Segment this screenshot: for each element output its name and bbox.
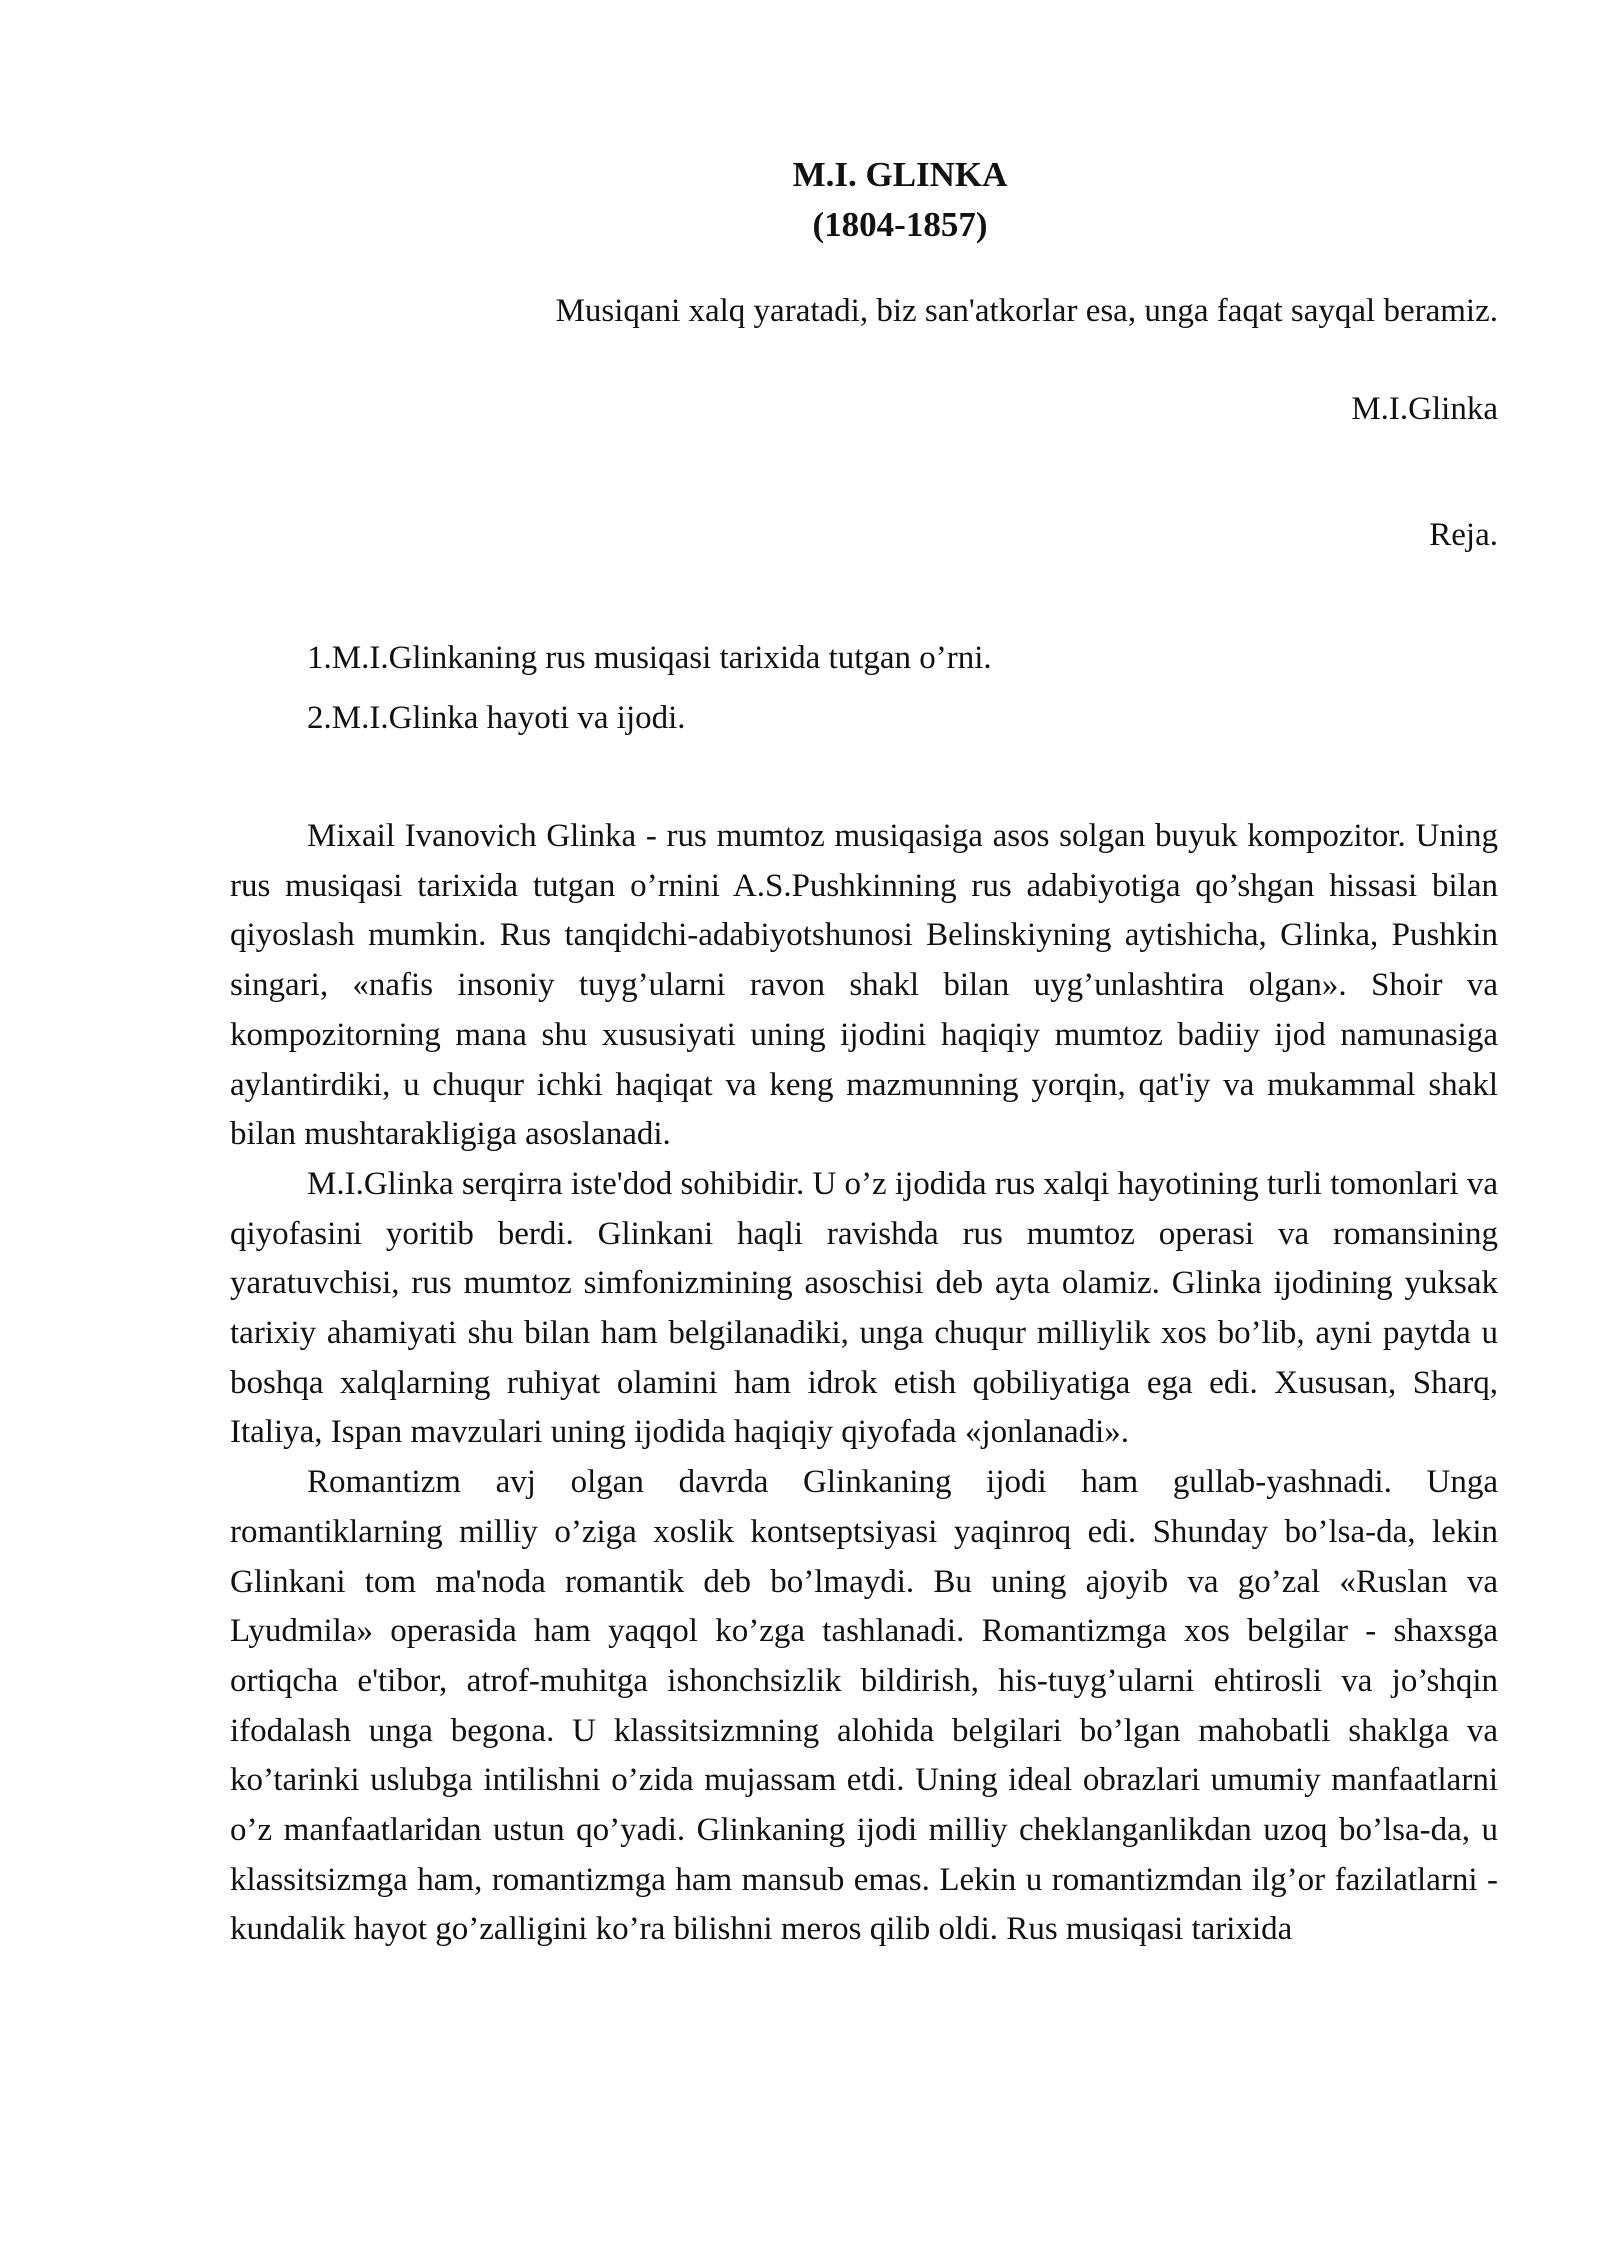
epigraph-quote: Musiqani xalq yaratadi, biz san'atkorlar esa, unga faqat sayqal beramiz. xyxy=(555,293,1498,329)
paragraph-1: Mixail Ivanovich Glinka - rus mumtoz musiqasiga asos solgan buyuk kompozitor. Uning rus musiqasi tarixida tutgan o’rnini A.S.Pushkinning rus adabiyotiga qo’shgan hissasi bilan qiyoslash mumkin. Rus tanqidchi-adabiyotshunosi Belinskiyning aytishicha, Glinka, Pushkin singari, «nafis insoniy tuyg’ularni ravon shakl bilan uyg’unlashtira olgan». Shoir va kompozitorning mana shu xususiyati uning ijodini haqiqiy mumtoz badiiy ijod namunasiga aylantirdiki, u chuqur ichki haqiqat va keng mazmunning yorqin, qat'iy va mukammal shakl bilan mushtarakligiga asoslanadi. xyxy=(230,818,1498,1153)
page-title: M.I. GLINKA xyxy=(792,155,1008,194)
body-text xyxy=(230,812,1498,1955)
plan-heading: Reja. xyxy=(1429,517,1498,553)
plan-item-1: 1.M.I.Glinkaning rus musiqasi tarixida tutgan o’rni. xyxy=(307,640,992,676)
plan-list xyxy=(307,633,1407,753)
title-years: (1804-1857) xyxy=(812,205,988,244)
epigraph-author: M.I.Glinka xyxy=(1351,391,1498,427)
paragraph-3: Romantizm avj olgan davrda Glinkaning ijodi ham gullab-yashnadi. Unga romantiklarning milliy o’ziga xoslik kontseptsiyasi yaqinroq edi. Shunday bo’lsa-da, lekin Glinkani tom ma'noda romantik deb bo’lmaydi. Bu uning ajoyib va go’zal «Ruslan va Lyudmila» operasida ham yaqqol ko’zga tashlanadi. Romantizmga xos belgilar - shaxsga ortiqcha e'tibor, atrof-muhitga ishonchsizlik bildirish, his-tuyg’ularni ehtirosli va jo’shqin ifodalash unga begona. U klassitsizmning alohida belgilari bo’lgan mahobatli shaklga va ko’tarinki uslubga intilishni o’zida mujassam etdi. Uning ideal obrazlari umumiy manfaatlarni o’z manfaatlaridan ustun qo’yadi. Glinkaning ijodi milliy cheklanganlikdan uzoq bo’lsa-da, u klassitsizmga ham, romantizmga ham mansub emas. Lekin u romantizmdan ilg’or fazilatlarni - kundalik hayot go’zalligini ko’ra bilishni meros qilib oldi. Rus musiqasi tarixida xyxy=(230,1464,1498,1948)
plan-item-2: 2.M.I.Glinka hayoti va ijodi. xyxy=(307,700,686,736)
paragraph-2: M.I.Glinka serqirra iste'dod sohibidir. U o’z ijodida rus xalqi hayotining turli tomonlari va qiyofasini yoritib berdi. Glinkani haqli ravishda rus mumtoz operasi va romansining yaratuvchisi, rus mumtoz simfonizmining asoschisi deb ayta olamiz. Glinka ijodining yuksak tarixiy ahamiyati shu bilan ham belgilanadiki, unga chuqur milliylik xos bo’lib, ayni paytda u boshqa xalqlarning ruhiyat olamini ham idrok etish qobiliyatiga ega edi. Xususan, Sharq, Italiya, Ispan mavzulari uning ijodida haqiqiy qiyofada «jonlanadi». xyxy=(230,1165,1498,1451)
